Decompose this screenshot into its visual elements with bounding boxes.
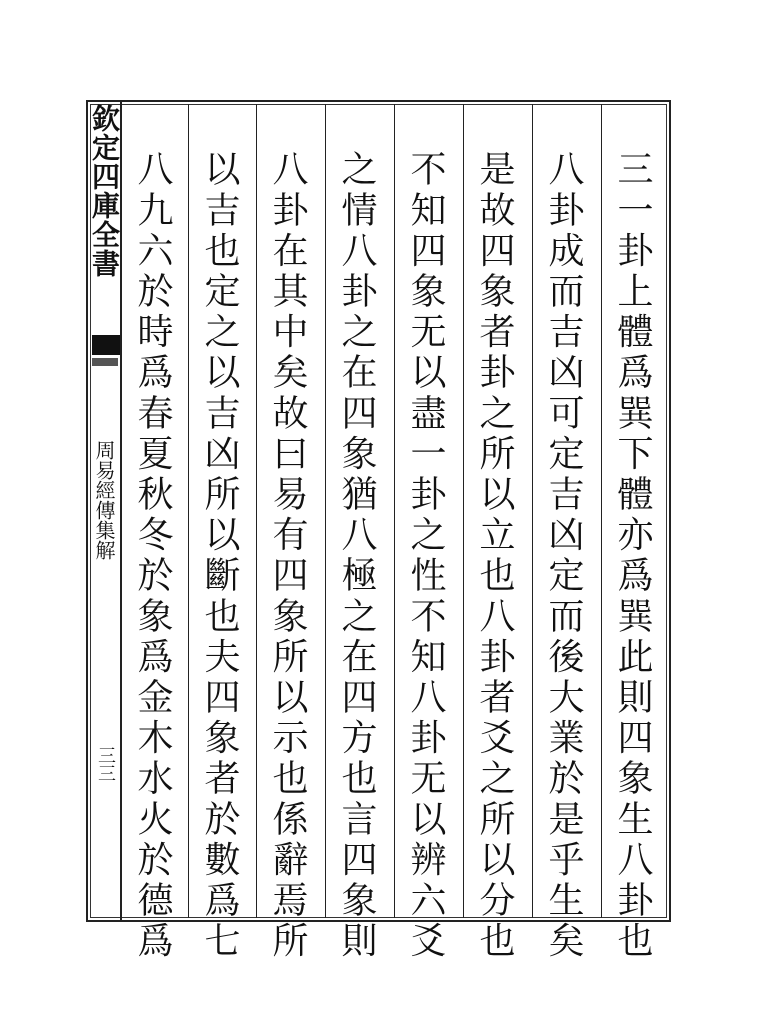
text-column-3: 是故四象者卦之所以立也八卦者爻之所以分也	[474, 150, 515, 962]
column-rule	[188, 104, 189, 918]
fishtail-mark-lower	[92, 358, 118, 366]
text-column-6: 八卦在其中矣故曰易有四象所以示也係辭焉所	[267, 150, 308, 962]
text-column-4: 不知四象无以盡一卦之性不知八卦无以辨六爻	[405, 150, 446, 962]
text-column-7: 以吉也定之以吉凶所以斷也夫四象者於數爲七	[199, 150, 240, 962]
fishtail-mark	[92, 335, 120, 355]
column-rule	[463, 104, 464, 918]
text-column-1: 三一卦上體爲巽下體亦爲巽此則四象生八卦也	[612, 150, 653, 962]
column-rule	[601, 104, 602, 918]
text-column-2: 八卦成而吉凶可定吉凶定而後大業於是乎生矣	[543, 150, 584, 962]
text-column-5: 之情八卦之在四象猶八極之在四方也言四象則	[336, 150, 377, 962]
book-title: 周易經傳集解	[92, 440, 116, 560]
book-series-title: 欽定四庫全書	[88, 104, 121, 278]
column-rule	[394, 104, 395, 918]
column-rule	[532, 104, 533, 918]
text-column-8: 八九六於時爲春夏秋冬於象爲金木水火於德爲	[132, 150, 173, 962]
page-number: 三三	[95, 746, 116, 782]
column-rule	[325, 104, 326, 918]
column-rule	[256, 104, 257, 918]
